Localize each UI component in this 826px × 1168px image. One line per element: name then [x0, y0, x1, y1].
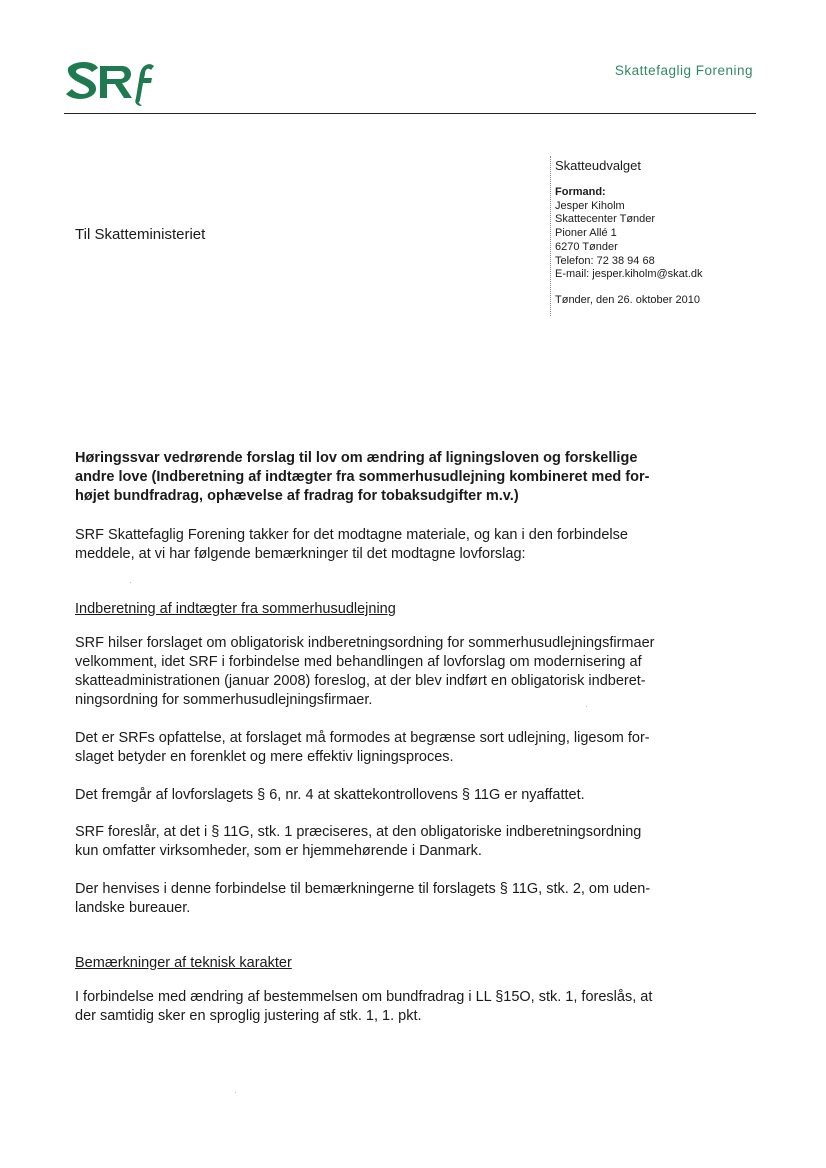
- paragraph-line: slaget betyder en forenklet og mere effektiv ligningsproces.: [75, 749, 454, 765]
- sender-block: [550, 156, 756, 316]
- section2-paragraph-1: [75, 988, 755, 1026]
- sender-phone: Telefon: 72 38 94 68: [555, 254, 655, 267]
- addressee: Til Skatteministeriet: [75, 226, 206, 243]
- header-divider: [64, 113, 756, 114]
- sender-office: Skattecenter Tønder: [555, 213, 656, 226]
- heading-line: højet bundfradrag, ophævelse af fradrag for tobaksudgifter m.v.): [75, 488, 519, 504]
- paragraph-line: Det er SRFs opfattelse, at forslaget må formodes at begrænse sort udlejning, ligesom for-: [75, 730, 650, 746]
- heading-line: andre love (Indberetning af indtægter fra sommerhusudlejning kombineret med for-: [75, 469, 650, 485]
- paragraph-line: meddele, at vi har følgende bemærkninger til det modtagne lovforslag:: [75, 546, 526, 562]
- section1-paragraph-3: [75, 786, 755, 805]
- paragraph-line: der samtidig sker en sproglig justering af stk. 1, 1. pkt.: [75, 1008, 422, 1024]
- srf-logo: [64, 58, 156, 108]
- paragraph-line: skatteadministrationen (januar 2008) foreslog, at der blev indført en obligatorisk indberet-: [75, 673, 646, 689]
- sender-role: Formand:: [555, 186, 606, 198]
- sender-city: 6270 Tønder: [555, 240, 618, 253]
- paragraph-line: landske bureauer.: [75, 900, 191, 916]
- section1-paragraph-2: [75, 729, 755, 767]
- paragraph-line: SRF foreslår, at det i § 11G, stk. 1 præciseres, at den obligatoriske indberetningsordning: [75, 824, 642, 840]
- section1-paragraph-4: [75, 823, 755, 861]
- heading-line: Høringssvar vedrørende forslag til lov om ændring af ligningsloven og forskellige: [75, 450, 638, 466]
- section1-paragraph-5: [75, 880, 755, 918]
- section-title-teknisk-karakter: Bemærkninger af teknisk karakter: [75, 955, 292, 971]
- paragraph-line: Der henvises i denne forbindelse til bemærkningerne til forslagets § 11G, stk. 2, om uden-: [75, 881, 651, 897]
- committee-name: Skatteudvalget: [555, 158, 642, 173]
- section-title-sommerhusudlejning: Indberetning af indtægter fra sommerhusudlejning: [75, 601, 396, 617]
- letter-date: Tønder, den 26. oktober 2010: [555, 293, 700, 306]
- sender-contact: [555, 186, 756, 282]
- scan-speck: [130, 582, 131, 583]
- paragraph-line: kun omfatter virksomheder, som er hjemmehørende i Danmark.: [75, 843, 482, 859]
- org-name: Skattefaglig Forening: [614, 63, 753, 78]
- paragraph-line: ningsordning for sommerhusudlejningsfirmaer.: [75, 692, 373, 708]
- letter-heading: [75, 449, 755, 506]
- paragraph-line: Det fremgår af lovforslagets § 6, nr. 4 at skattekontrollovens § 11G er nyaffattet.: [75, 787, 585, 803]
- intro-paragraph: [75, 526, 755, 564]
- section1-paragraph-1: [75, 634, 755, 710]
- paragraph-line: I forbindelse med ændring af bestemmelsen om bundfradrag i LL §15O, stk. 1, foreslås, at: [75, 989, 653, 1005]
- paragraph-line: SRF hilser forslaget om obligatorisk indberetningsordning for sommerhusudlejningsfirmaer: [75, 635, 655, 651]
- sender-email: E-mail: jesper.kiholm@skat.dk: [555, 268, 703, 281]
- sender-name: Jesper Kiholm: [555, 199, 625, 212]
- scan-speck: [586, 706, 587, 707]
- paragraph-line: SRF Skattefaglig Forening takker for det modtagne materiale, og kan i den forbindelse: [75, 527, 628, 543]
- sender-street: Pioner Allé 1: [555, 227, 617, 240]
- scan-speck: [235, 1092, 236, 1093]
- paragraph-line: velkomment, idet SRF i forbindelse med behandlingen af lovforslag om modernisering af: [75, 654, 642, 670]
